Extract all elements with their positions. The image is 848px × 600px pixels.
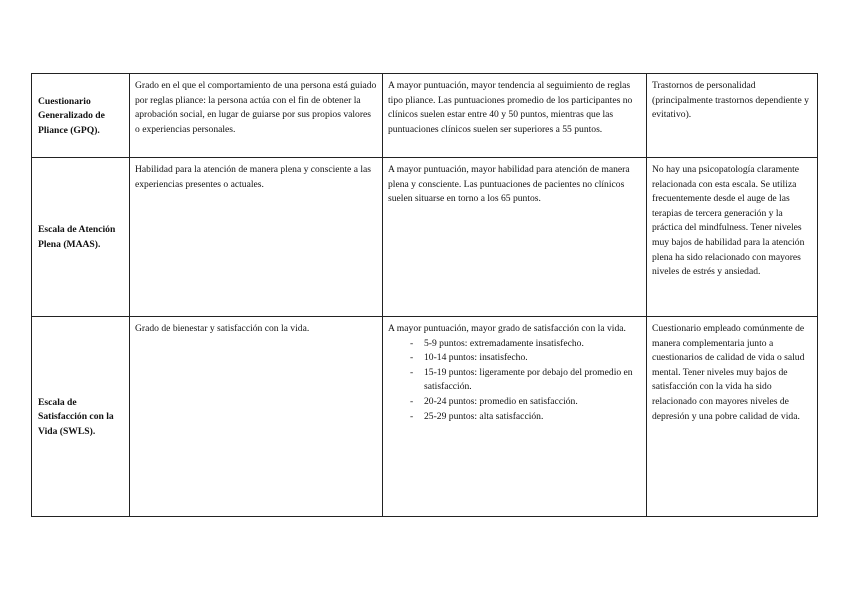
scale-name: Cuestionario Generalizado de Pliance (GPQ). bbox=[32, 74, 130, 158]
scale-name: Escala de Atención Plena (MAAS). bbox=[32, 158, 130, 317]
score-range-item: - 5-9 puntos: extremadamente insatisfecho. bbox=[410, 337, 641, 352]
scale-definition: Habilidad para la atención de manera plena y consciente a las experiencias presentes o actuales. bbox=[130, 158, 383, 317]
score-range-item: - 10-14 puntos: insatisfecho. bbox=[410, 351, 641, 366]
scales-table bbox=[31, 73, 818, 517]
scale-relation: Cuestionario empleado comúnmente de manera complementaria junto a cuestionarios de calidad de vida o salud mental. Tener niveles muy bajos de satisfacción con la vida ha sido relacionado con mayores niveles de depresión y una pobre calidad de vida. bbox=[647, 317, 818, 517]
scale-relation: No hay una psicopatología claramente relacionada con esta escala. Se utiliza frecuentemente desde el auge de las terapias de tercera generación y la práctica del mindfulness. Tener niveles muy bajos de habilidad para la atención plena ha sido relacionado con mayores niveles de estrés y ansiedad. bbox=[647, 158, 818, 317]
scale-interpretation: A mayor puntuación, mayor grado de satisfacción con la vida. bbox=[388, 323, 626, 334]
scale-relation: Trastornos de personalidad (principalmente trastornos dependiente y evitativo). bbox=[647, 74, 818, 158]
scale-definition: Grado de bienestar y satisfacción con la vida. bbox=[130, 317, 383, 517]
score-range-item: - 25-29 puntos: alta satisfacción. bbox=[410, 410, 641, 425]
score-range-list bbox=[388, 337, 641, 425]
scale-interpretation: A mayor puntuación, mayor tendencia al seguimiento de reglas tipo pliance. Las puntuaciones promedio de los participantes no clínicos suelen estar entre 40 y 50 puntos, mientras que las puntuaciones clínicos suelen ser superiores a 55 puntos. bbox=[383, 74, 647, 158]
score-range-item: - 15-19 puntos: ligeramente por debajo del promedio en satisfacción. bbox=[410, 366, 641, 395]
table-row bbox=[32, 158, 818, 317]
scale-name: Escala de Satisfacción con la Vida (SWLS). bbox=[32, 317, 130, 517]
table-row bbox=[32, 317, 818, 517]
scale-interpretation: A mayor puntuación, mayor habilidad para atención de manera plena y consciente. Las puntuaciones de pacientes no clínicos suelen situarse en torno a los 65 puntos. bbox=[383, 158, 647, 317]
score-range-item: - 20-24 puntos: promedio en satisfacción. bbox=[410, 395, 641, 410]
scale-definition: Grado en el que el comportamiento de una persona está guiado por reglas pliance: la persona actúa con el fin de obtener la aprobación social, en lugar de guiarse por sus propios valores o experiencias personales. bbox=[130, 74, 383, 158]
scale-interpretation-cell bbox=[383, 317, 647, 517]
table-row bbox=[32, 74, 818, 158]
